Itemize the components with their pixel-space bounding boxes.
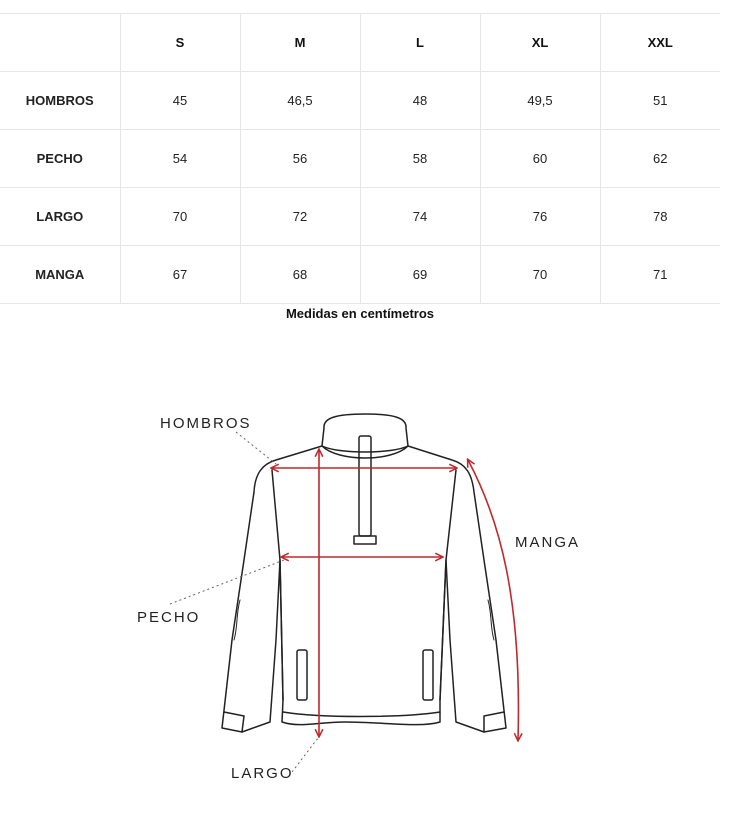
shoulders-leader bbox=[236, 432, 276, 464]
table-cell: 74 bbox=[360, 188, 480, 246]
hem-band bbox=[283, 712, 440, 717]
row-label: PECHO bbox=[0, 130, 120, 188]
size-header: M bbox=[240, 14, 360, 72]
table-cell: 49,5 bbox=[480, 72, 600, 130]
size-header: S bbox=[120, 14, 240, 72]
row-label: HOMBROS bbox=[0, 72, 120, 130]
body-outline bbox=[222, 446, 506, 732]
right-pocket bbox=[423, 650, 433, 700]
collar-shape bbox=[322, 414, 408, 452]
table-cell: 69 bbox=[360, 246, 480, 304]
table-row bbox=[0, 72, 720, 130]
shoulders-label: HOMBROS bbox=[160, 415, 252, 432]
table-row bbox=[0, 130, 720, 188]
chest-leader bbox=[170, 560, 284, 604]
table-cell: 48 bbox=[360, 72, 480, 130]
chest-label: PECHO bbox=[137, 609, 201, 626]
table-cell: 45 bbox=[120, 72, 240, 130]
row-label: MANGA bbox=[0, 246, 120, 304]
table-cell: 62 bbox=[600, 130, 720, 188]
table-cell: 76 bbox=[480, 188, 600, 246]
corner-cell bbox=[0, 14, 120, 72]
measurement-lines bbox=[272, 450, 518, 740]
table-cell: 58 bbox=[360, 130, 480, 188]
table-cell: 70 bbox=[120, 188, 240, 246]
row-label: LARGO bbox=[0, 188, 120, 246]
table-cell: 71 bbox=[600, 246, 720, 304]
measurement-units-caption: Medidas en centímetros bbox=[285, 306, 435, 321]
left-pocket bbox=[297, 650, 307, 700]
table-row bbox=[0, 188, 720, 246]
pullover-illustration bbox=[222, 414, 506, 732]
table-cell: 56 bbox=[240, 130, 360, 188]
size-header: XXL bbox=[600, 14, 720, 72]
length-label: LARGO bbox=[231, 765, 294, 782]
table-cell: 68 bbox=[240, 246, 360, 304]
size-header-row bbox=[0, 14, 720, 72]
table-cell: 67 bbox=[120, 246, 240, 304]
sleeve-label: MANGA bbox=[515, 534, 581, 551]
size-header: L bbox=[360, 14, 480, 72]
table-cell: 54 bbox=[120, 130, 240, 188]
size-chart-table bbox=[0, 13, 720, 304]
zipper-pull bbox=[354, 536, 376, 544]
table-cell: 78 bbox=[600, 188, 720, 246]
table-cell: 72 bbox=[240, 188, 360, 246]
table-cell: 46,5 bbox=[240, 72, 360, 130]
table-row bbox=[0, 246, 720, 304]
size-header: XL bbox=[480, 14, 600, 72]
table-cell: 51 bbox=[600, 72, 720, 130]
table-cell: 70 bbox=[480, 246, 600, 304]
length-leader bbox=[292, 738, 318, 772]
zipper-placket bbox=[359, 436, 371, 536]
table-cell: 60 bbox=[480, 130, 600, 188]
garment-measurement-diagram bbox=[0, 330, 735, 814]
